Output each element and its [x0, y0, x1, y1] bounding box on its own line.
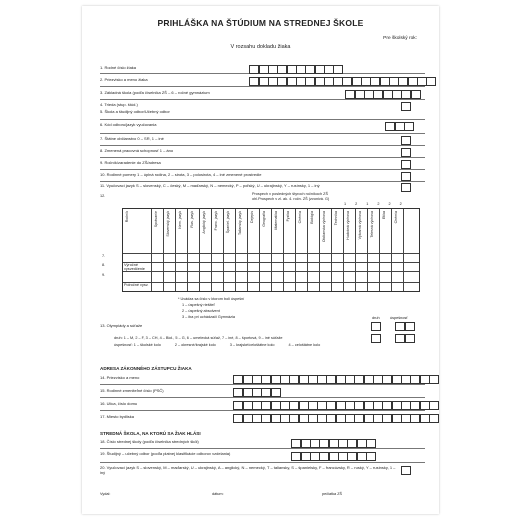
olympiad-type-label: druh — [372, 316, 380, 320]
school-number-boxes[interactable] — [292, 439, 376, 448]
divider — [100, 410, 425, 411]
name-boxes[interactable] — [250, 77, 436, 86]
school-year-label: Pre školský rok: — [383, 36, 417, 41]
divider — [100, 145, 425, 146]
form-row: 16. Ulica, číslo domu — [100, 401, 138, 406]
row-label: Výročné vysvedčenie — [124, 263, 145, 271]
divider — [100, 99, 425, 100]
olympiad-levels: úspešnosť: 1 – školské kolo 2 – okresné/krajské kolo 3 – krajské/celoštátne kolo 4 – celoštátne kolo — [114, 343, 321, 347]
form-row: 5. Škola a študijný odbor/Učebný odbor — [100, 109, 170, 114]
olympiad-success-label: úspešnosť — [390, 316, 408, 320]
parent-section-title: ADRESA ZÁKONNÉHO ZÁSTUPCU ŽIAKA — [100, 366, 192, 371]
field-code-boxes[interactable] — [386, 122, 414, 131]
form-row: 20. Vyučovací jazyk S – slovenský, M – maďarský, U – ukrajinský, A – anglický, N – nemecký, T – taliansky, S – španielsky, F – francúzsky, R – ruský, Y – rusínsky, 1 – iný — [100, 465, 396, 475]
olympiad-success-boxes[interactable] — [396, 322, 415, 331]
note: 1 – úspešný riešiteľ — [182, 303, 215, 307]
olympiad-type-boxes[interactable] — [372, 322, 381, 331]
field-boxes[interactable] — [292, 452, 376, 461]
form-row: 18. Číslo strednej školy (podľa číselníka stredných škôl) — [100, 439, 199, 444]
divider — [100, 384, 425, 385]
table-subheading: ohl.Prospech v zl. ak. 4. ročn. ZŠ (zvonivá. G) — [252, 197, 330, 201]
olympiad-success-boxes-2[interactable] — [396, 334, 415, 343]
language-box[interactable] — [402, 183, 411, 192]
divider — [100, 133, 425, 134]
row-label: Polročné vysv. — [124, 283, 149, 287]
note: 3 – iba pri uchádzači Gymnázia — [182, 315, 235, 319]
ability-box[interactable] — [402, 148, 411, 157]
school-code-boxes[interactable] — [346, 90, 421, 99]
row-label: 9. — [102, 273, 106, 277]
copy-label: V rozsahu dokladu žiaka — [230, 44, 291, 50]
form-row: 4. Trieda (stup. štúd.) — [100, 102, 138, 107]
olympiad-legend: druh: 1 – M, 2 – F, 3 – CH, 4 – Biol., 5 – G, 6 – umelecká súťaž, 7 – iné, 8 – športová, 9 – iné súťaže — [114, 336, 283, 340]
note: * Uvádza sa číslo v ktorom boli úspešní — [178, 297, 245, 301]
citizenship-box[interactable] — [402, 136, 411, 145]
row-number-12: 12. — [100, 194, 106, 198]
stamp-label: pečiatka ZŠ — [322, 492, 343, 496]
divider — [100, 169, 425, 170]
parent-name-boxes[interactable] — [234, 375, 439, 384]
school-section-title: STREDNÁ ŠKOLA, NA KTORÚ SA ŽIAK HLÁSI — [100, 431, 201, 436]
form-row: 11. Vyučovací jazyk S – slovenský, C – český, M – maďarský, N – nemecký, P – poľský, U – ukrajinský, Y – rusínsky, 1 – iný — [100, 183, 320, 188]
grade-box[interactable] — [402, 160, 411, 169]
form-row: 14. Priezvisko a meno — [100, 375, 140, 380]
form-row: 9. Ročník/zaradenie do ZŠ/adresa — [100, 160, 161, 165]
divider — [100, 397, 425, 398]
grades-table[interactable]: Ročník Správanie Slovenský jazyk Nem. jazyk Rus. jazyk Anglický jazyk Franc. jazyk Španiel. jazyk Taliansky jazyk Dejepis Geografia Matematika Fyzika Chémia Biológia Občianska výchova Technika Hudobná výchova Výtvarná výchova Telesná výchova Etika Chémia — [122, 208, 420, 292]
row-label: 8. — [102, 263, 106, 267]
table-heading: Prospech v posledných štyroch ročníkoch ZŠ — [252, 192, 328, 196]
row-label: 7. — [102, 254, 106, 258]
divider — [100, 448, 425, 449]
form-row: 6. Kód odboru/jazyk vyučovania — [100, 122, 157, 127]
form-row: 19. Študijný – učebný odbor (podľa platnej klasifikácie odborov vzdelania) — [100, 451, 231, 456]
birth-number-boxes[interactable] — [250, 65, 343, 74]
date-label: dátum: — [212, 492, 224, 496]
olympiad-type-boxes-2[interactable] — [372, 334, 381, 343]
form-title: PRIHLÁŠKA NA ŠTÚDIUM NA STREDNEJ ŠKOLE — [157, 18, 364, 28]
school-language-box[interactable] — [402, 466, 411, 475]
family-box[interactable] — [402, 172, 411, 181]
divider — [100, 181, 425, 182]
divider — [100, 86, 425, 87]
city-boxes[interactable] — [234, 414, 439, 423]
class-box[interactable] — [402, 102, 411, 111]
form-row: 2. Priezvisko a meno žiaka — [100, 77, 148, 82]
street-boxes[interactable] — [234, 401, 439, 410]
divider — [100, 462, 425, 463]
note: 2 – úspešný absolvent — [182, 309, 220, 313]
form-row: 8. Zmenená pracovná schopnosť 1 – áno — [100, 148, 174, 153]
olympiad-label: 13. Olympiády a súťaže — [100, 323, 143, 328]
divider — [100, 157, 425, 158]
form-row: 10. Rodinné pomery 1 – úplná rodina, 2 – sirota, 3 – polosirota, 4 – iné zmenené prostredie — [100, 172, 262, 177]
divider — [100, 119, 425, 120]
form-row: 1. Rodné číslo žiaka — [100, 65, 137, 70]
form-row: 7. Štátne občianstvo 0 – SR, 1 – iné — [100, 136, 164, 141]
column-numbers: 121222 — [344, 202, 411, 206]
form-row: 17. Miesto bydliska — [100, 414, 135, 419]
form-row: 3. Základná škola (podľa číselníka ZŠ – 6 – ročné gymnázium — [100, 90, 210, 95]
psc-boxes[interactable] — [234, 388, 281, 397]
form-row: 15. Rodinné zmeniteľné číslo (PSČ) — [100, 388, 164, 393]
col-header: Ročník — [125, 211, 129, 223]
issued-by: Vydal: — [100, 492, 111, 496]
application-form — [82, 6, 439, 514]
